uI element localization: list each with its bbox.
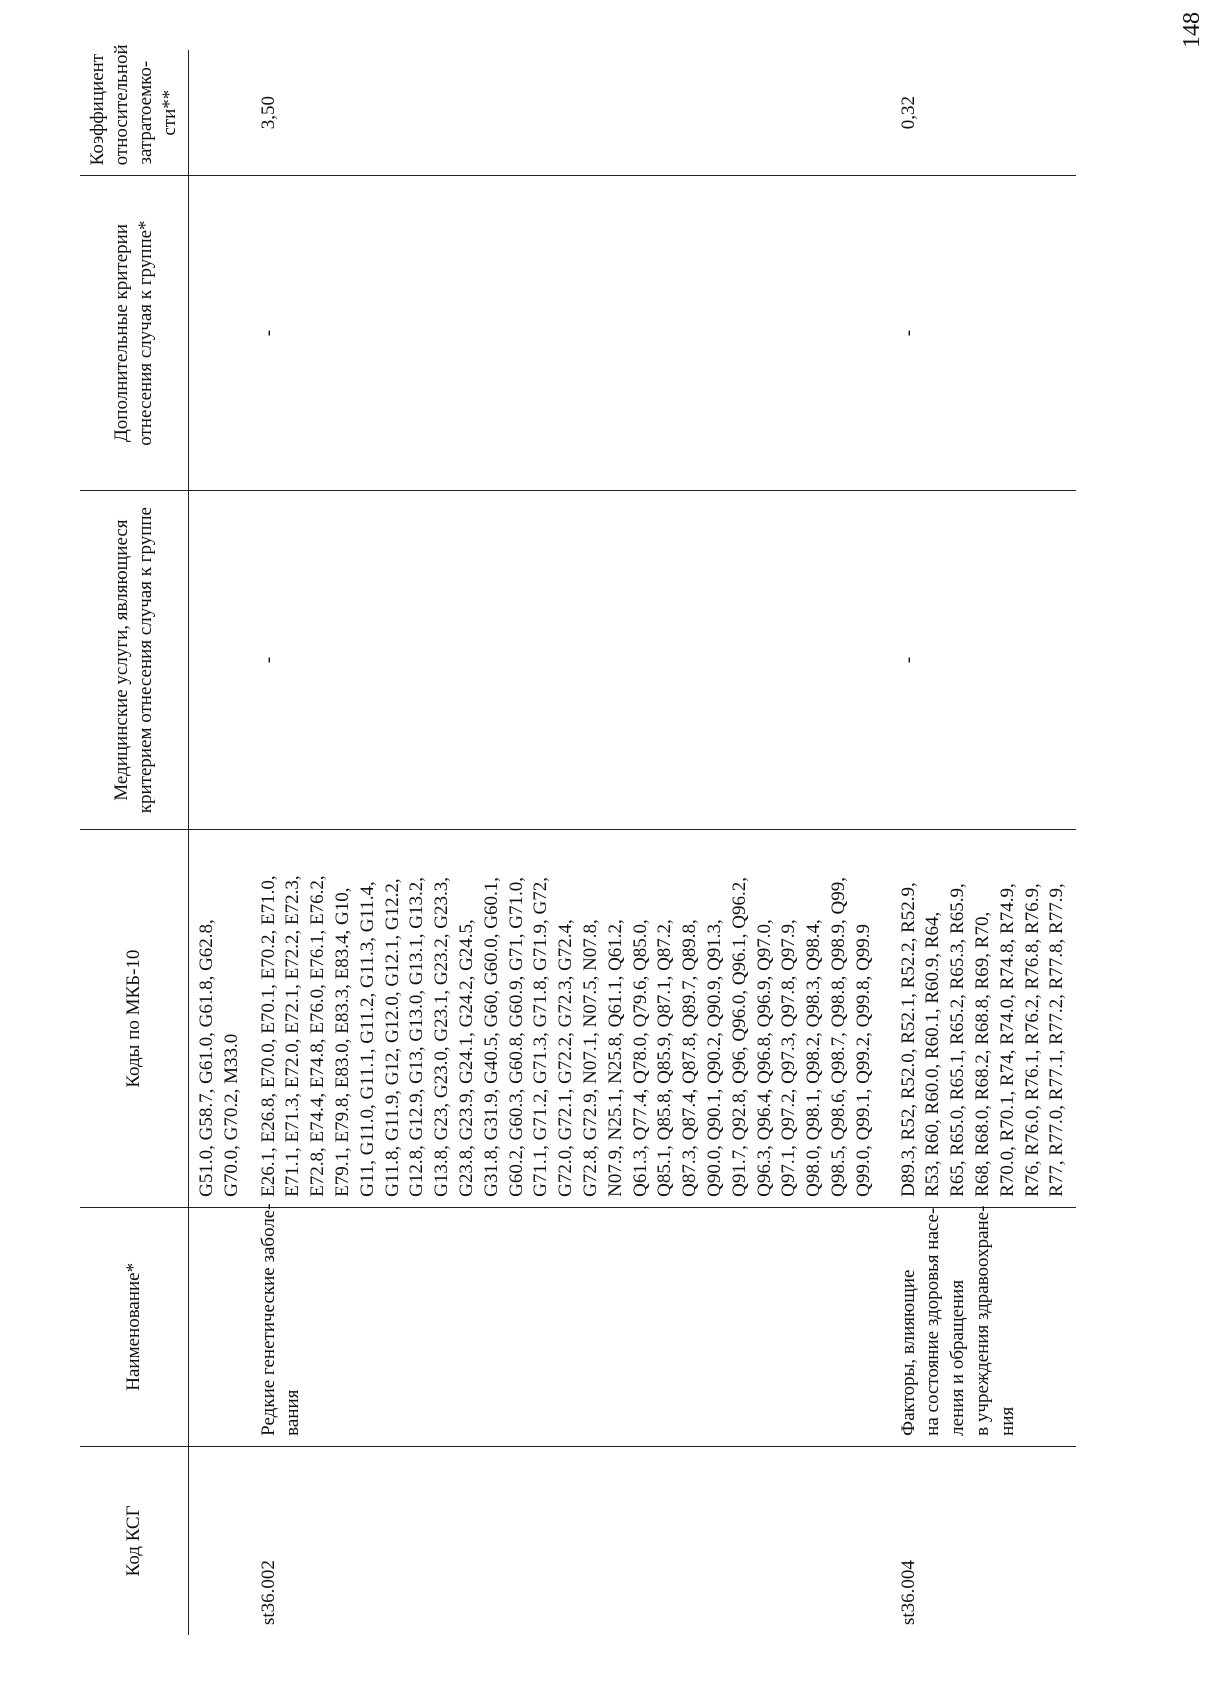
table-row bbox=[883, 50, 1077, 1635]
table-header-row bbox=[80, 50, 189, 1635]
services-value: - bbox=[251, 490, 883, 830]
ksg-name: Редкие генетические заболе- вания bbox=[251, 1207, 883, 1446]
continuation-icd-codes bbox=[189, 830, 251, 1207]
header-name: Наименование* bbox=[80, 1207, 189, 1446]
header-additional: Дополнительные критерии отнесения случая к группе* bbox=[80, 176, 189, 490]
continuation-row bbox=[189, 50, 251, 1635]
icd-codes: E26.1, E26.8, E70.0, E70.1, E70.2, E71.0, E71.1, E71.3, E72.0, E72.1, E72.2, E72.3, E72.8, E74.4, E74.8, E76.0, E76.1, E76.2, E79.1, E79.8, E83.0, E83.3, E83.4, G10, G11, G11.0, G11.1, G11.2, G11.3, G11.4, G11.8, G11.9, G12, G12.0, G12.1, G12.2, G12.8, G12.9, G13, G13.0, G13.1, G13.2, G13.8, G23, G23.0, G23.1, G23.2, G23.3, G23.8, G23.9, G24.1, G24.2, G24.5, G31.8, G31.9, G40.5, G60, G60.0, G60.1, G60.2, G60.3, G60.8, G60.9, G71, G71.0, G71.1, G71.2, G71.3, G71.8, G71.9, G72, G72.0, G72.1, G72.2, G72.3, G72.4, G72.8, G72.9, N07.1, N07.5, N07.8, N07.9, N25.1, N25.8, Q61.1, Q61.2, Q61.3, Q77.4, Q78.0, Q79.6, Q85.0, Q85.1, Q85.8, Q85.9, Q87.1, Q87.2, Q87.3, Q87.4, Q87.8, Q89.7, Q89.8, Q90.0, Q90.1, Q90.2, Q90.9, Q91.3, Q91.7, Q92.8, Q96, Q96.0, Q96.1, Q96.2, Q96.3, Q96.4, Q96.8, Q96.9, Q97.0, Q97.1, Q97.2, Q97.3, Q97.8, Q97.9, Q98.0, Q98.1, Q98.2, Q98.3, Q98.4, Q98.5, Q98.6, Q98.7, Q98.8, Q98.9, Q99, Q99.0, Q99.1, Q99.2, Q99.8, Q99.9 bbox=[251, 830, 883, 1207]
ksg-table bbox=[80, 44, 1076, 1635]
icd-codes: D89.3, R52, R52.0, R52.1, R52.2, R52.9, R53, R60, R60.0, R60.1, R60.9, R64, R65, R65.0, R65.1, R65.2, R65.3, R65.9, R68, R68.0, R68.2, R68.8, R69, R70, R70.0, R70.1, R74, R74.0, R74.8, R74.9, R76, R76.0, R76.1, R76.2, R76.8, R76.9, R77, R77.0, R77.1, R77.2, R77.8, R77.9, bbox=[883, 830, 1077, 1207]
services-value: - bbox=[883, 490, 1077, 830]
ksg-name: Факторы, влияющие на состояние здоровья насе- ления и обращения в учреждения здравоохране- ния bbox=[883, 1207, 1077, 1446]
additional-criteria-value: - bbox=[251, 176, 883, 490]
icd-line: G51.0, G58.7, G61.0, G61.8, G62.8, bbox=[196, 919, 217, 1197]
coefficient-value: 0,32 bbox=[897, 96, 919, 130]
header-services: Медицинские услуги, являющиеся критерием отнесения случая к группе bbox=[80, 490, 189, 830]
rotated-table-sheet bbox=[80, 44, 1200, 1635]
additional-criteria-value: - bbox=[883, 176, 1077, 490]
coefficient-value: 3,50 bbox=[257, 96, 279, 130]
header-icd: Коды по МКБ-10 bbox=[80, 830, 189, 1207]
page-number: 148 bbox=[1179, 12, 1205, 48]
ksg-code: st36.004 bbox=[883, 1446, 1077, 1635]
header-code: Код КСГ bbox=[80, 1446, 189, 1635]
icd-line: G70.0, G70.2, M33.0 bbox=[220, 1033, 242, 1197]
table-row bbox=[251, 50, 883, 1635]
ksg-code: st36.002 bbox=[251, 1446, 883, 1635]
header-coefficient: Коэффициент относительной затратоемко-сти** bbox=[80, 50, 189, 176]
